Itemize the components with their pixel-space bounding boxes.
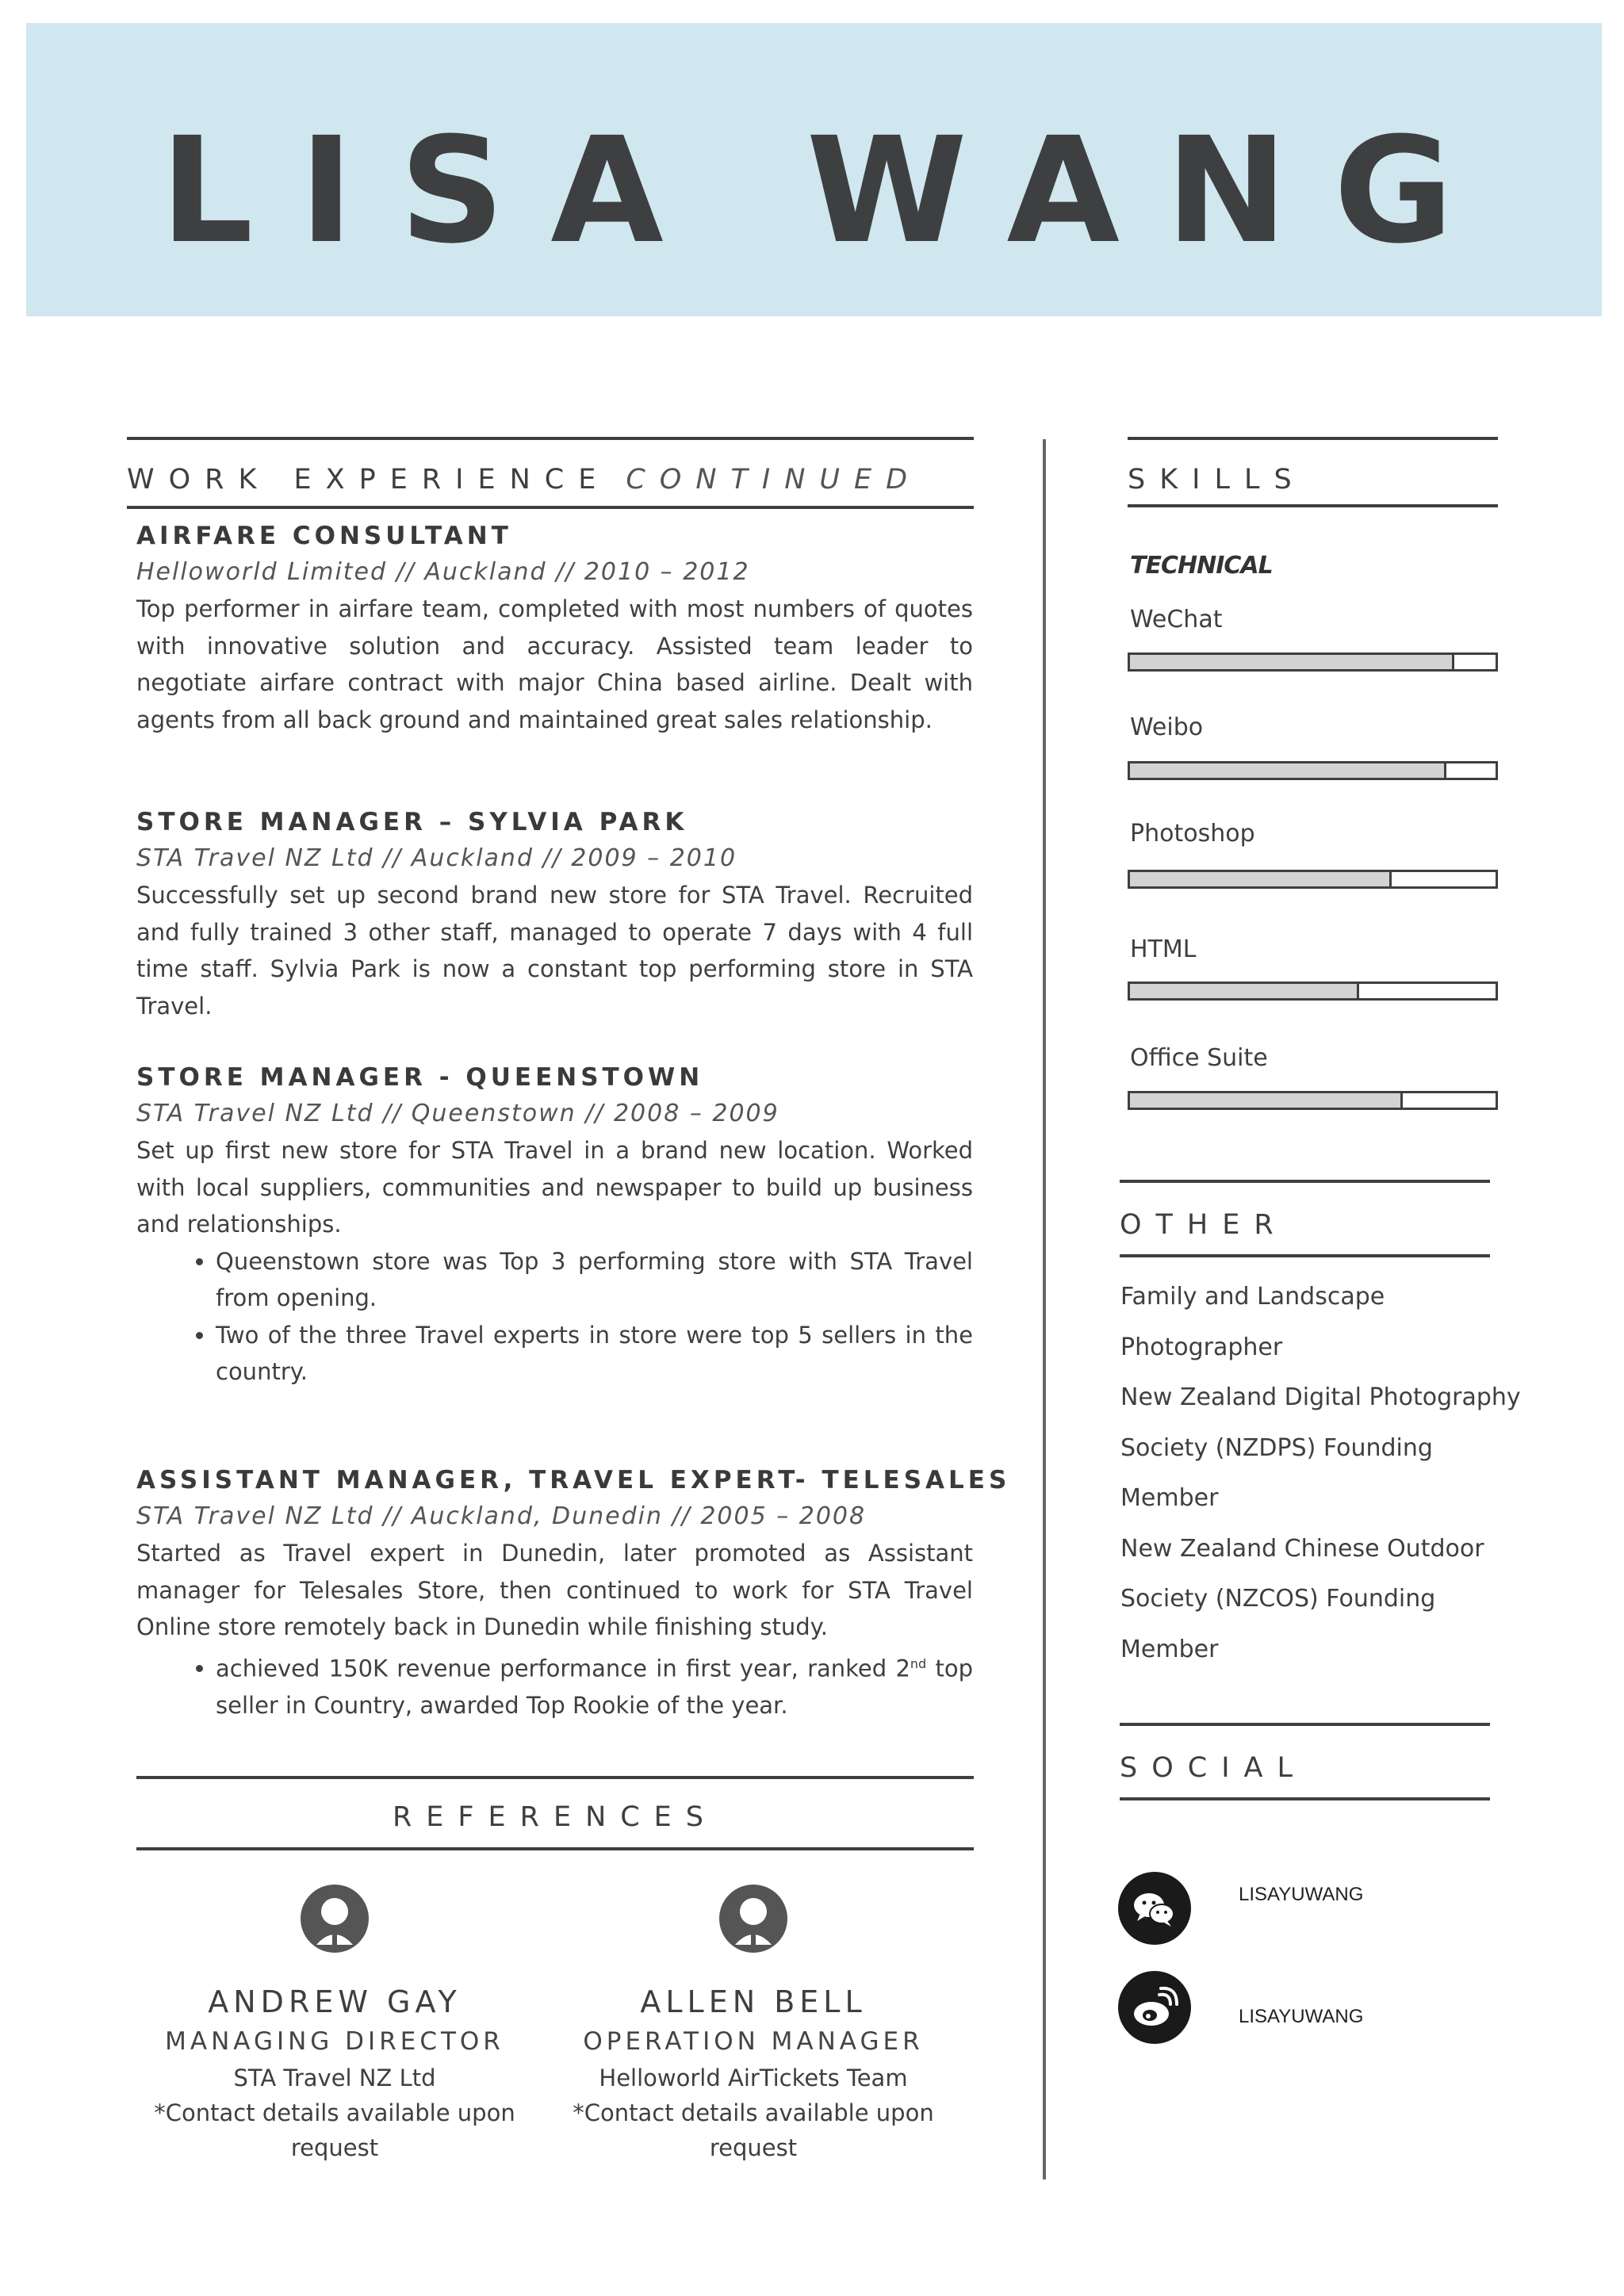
- bullet-text-post: top seller in Country, awarded Top Rookie of the year.: [216, 1655, 973, 1719]
- job-title: ASSISTANT MANAGER, TRAVEL EXPERT- TELESALES: [136, 1466, 1011, 1494]
- other-line: Society (NZDPS) Founding: [1120, 1433, 1433, 1462]
- work-title-text: WORK EXPERIENCE: [127, 464, 611, 496]
- skills-title: SKILLS: [1128, 464, 1306, 496]
- skill-label: Photoshop: [1130, 820, 1255, 848]
- reference-role: MANAGING DIRECTOR: [165, 2027, 504, 2056]
- skills-rule-bottom: [1128, 504, 1498, 507]
- header-banner: [26, 23, 1602, 316]
- person-icon: [719, 1885, 787, 1953]
- job-description: Successfully set up second brand new store for STA Travel. Recruited and fully trained 3 other staff, managed to operate 7 days with 4 full time staff. Sylvia Park is now a constant top performing store in STA Travel.: [136, 882, 973, 1020]
- work-rule-top: [127, 437, 974, 440]
- other-line: New Zealand Digital Photography: [1120, 1383, 1521, 1411]
- social-rule-top: [1120, 1723, 1490, 1726]
- skill-bar: [1128, 870, 1498, 889]
- skill-label: Weibo: [1130, 714, 1204, 741]
- bullet-text-pre: achieved 150K revenue performance in first year, ranked 2: [216, 1655, 910, 1682]
- social-handle[interactable]: LISAYUWANG: [1239, 2006, 1364, 2027]
- references-title: REFERENCES: [392, 1801, 718, 1833]
- work-title-suffix: CONTINUED: [626, 464, 922, 496]
- job-bullet: • Two of the three Travel experts in store were top 5 sellers in the country.: [216, 1317, 973, 1391]
- other-rule-bottom: [1120, 1254, 1490, 1257]
- reference-note: *Contact details available upon request: [154, 2099, 515, 2161]
- job-description: Started as Travel expert in Dunedin, later promoted as Assistant manager for Telesales Store, then continued to work for STA Travel Online store remotely back in Dunedin while finishing study.: [136, 1540, 973, 1640]
- skills-rule-top: [1128, 437, 1498, 440]
- skill-bar-fill: [1130, 1093, 1403, 1108]
- reference-note: *Contact details available upon request: [573, 2099, 934, 2161]
- skill-label: HTML: [1130, 936, 1197, 963]
- skill-label: Office Suite: [1130, 1044, 1268, 1072]
- candidate-name: LISA WANG: [160, 106, 1500, 276]
- reference-name: ANDREW GAY: [208, 1984, 462, 2019]
- reference-role: OPERATION MANAGER: [583, 2027, 924, 2056]
- references-rule-top: [136, 1776, 974, 1779]
- weibo-icon[interactable]: [1118, 1971, 1191, 2044]
- skill-bar: [1128, 1091, 1498, 1110]
- person-icon: [301, 1885, 369, 1953]
- skill-bar: [1128, 761, 1498, 780]
- other-line: Member: [1120, 1484, 1219, 1512]
- job-title: STORE MANAGER – SYLVIA PARK: [136, 808, 688, 836]
- reference-company: Helloworld AirTickets Team: [599, 2064, 908, 2091]
- job-description: Top performer in airfare team, completed with most numbers of quotes with innovative solution and accuracy. Assisted team leader to negotiate airfare contract with major China based airline. Dealt with agents from all back ground and maintained great sales relationship.: [136, 595, 973, 733]
- work-section-title: [127, 464, 921, 496]
- job-entry: [136, 519, 973, 738]
- other-line: New Zealand Chinese Outdoor: [1120, 1534, 1484, 1563]
- job-subtitle: STA Travel NZ Ltd // Queenstown // 2008 – 2009: [136, 1100, 779, 1127]
- skill-label: WeChat: [1130, 606, 1223, 633]
- other-line: Family and Landscape: [1120, 1283, 1385, 1311]
- reference-card: [547, 1885, 959, 2165]
- job-bullet: • Queenstown store was Top 3 performing store with STA Travel from opening.: [216, 1243, 973, 1317]
- skill-bar-fill: [1130, 655, 1454, 669]
- wechat-icon[interactable]: [1118, 1872, 1191, 1945]
- column-divider: [1043, 439, 1046, 2179]
- work-rule-bottom: [127, 506, 974, 509]
- job-bullets: [136, 1646, 973, 1724]
- job-subtitle: STA Travel NZ Ltd // Auckland, Dunedin // 2005 – 2008: [136, 1502, 867, 1530]
- social-rule-bottom: [1120, 1797, 1490, 1800]
- job-description: Set up first new store for STA Travel in a brand new location. Worked with local suppliers, communities and newspaper to build up business and relationships.: [136, 1137, 973, 1238]
- skill-bar: [1128, 982, 1498, 1001]
- references-rule-bottom: [136, 1847, 974, 1850]
- job-subtitle: Helloworld Limited // Auckland // 2010 – 2012: [136, 558, 750, 586]
- reference-card: [128, 1885, 541, 2165]
- reference-name: ALLEN BELL: [640, 1984, 867, 2019]
- job-entry: [136, 805, 973, 1024]
- other-title: OTHER: [1120, 1209, 1288, 1241]
- social-title: SOCIAL: [1120, 1752, 1307, 1784]
- job-title: STORE MANAGER - QUEENSTOWN: [136, 1063, 704, 1092]
- skill-bar-fill: [1130, 872, 1392, 886]
- job-entry: [136, 1060, 973, 1391]
- other-line: Member: [1120, 1635, 1219, 1663]
- skill-bar-fill: [1130, 984, 1359, 998]
- skill-bar: [1128, 652, 1498, 672]
- social-handle[interactable]: LISAYUWANG: [1239, 1884, 1364, 1905]
- other-line: Photographer: [1120, 1333, 1283, 1361]
- job-bullet: [216, 1646, 973, 1724]
- job-title: AIRFARE CONSULTANT: [136, 522, 512, 550]
- reference-company: STA Travel NZ Ltd: [233, 2064, 436, 2091]
- other-rule-top: [1120, 1180, 1490, 1183]
- job-bullets: [136, 1243, 973, 1391]
- job-entry: [136, 1463, 1011, 1724]
- skill-bar-fill: [1130, 763, 1446, 778]
- skills-subtitle: TECHNICAL: [1130, 552, 1273, 580]
- bullet-superscript: nd: [910, 1655, 927, 1671]
- other-list: [1120, 1272, 1533, 1674]
- job-subtitle: STA Travel NZ Ltd // Auckland // 2009 – 2010: [136, 844, 737, 872]
- other-line: Society (NZCOS) Founding: [1120, 1585, 1436, 1613]
